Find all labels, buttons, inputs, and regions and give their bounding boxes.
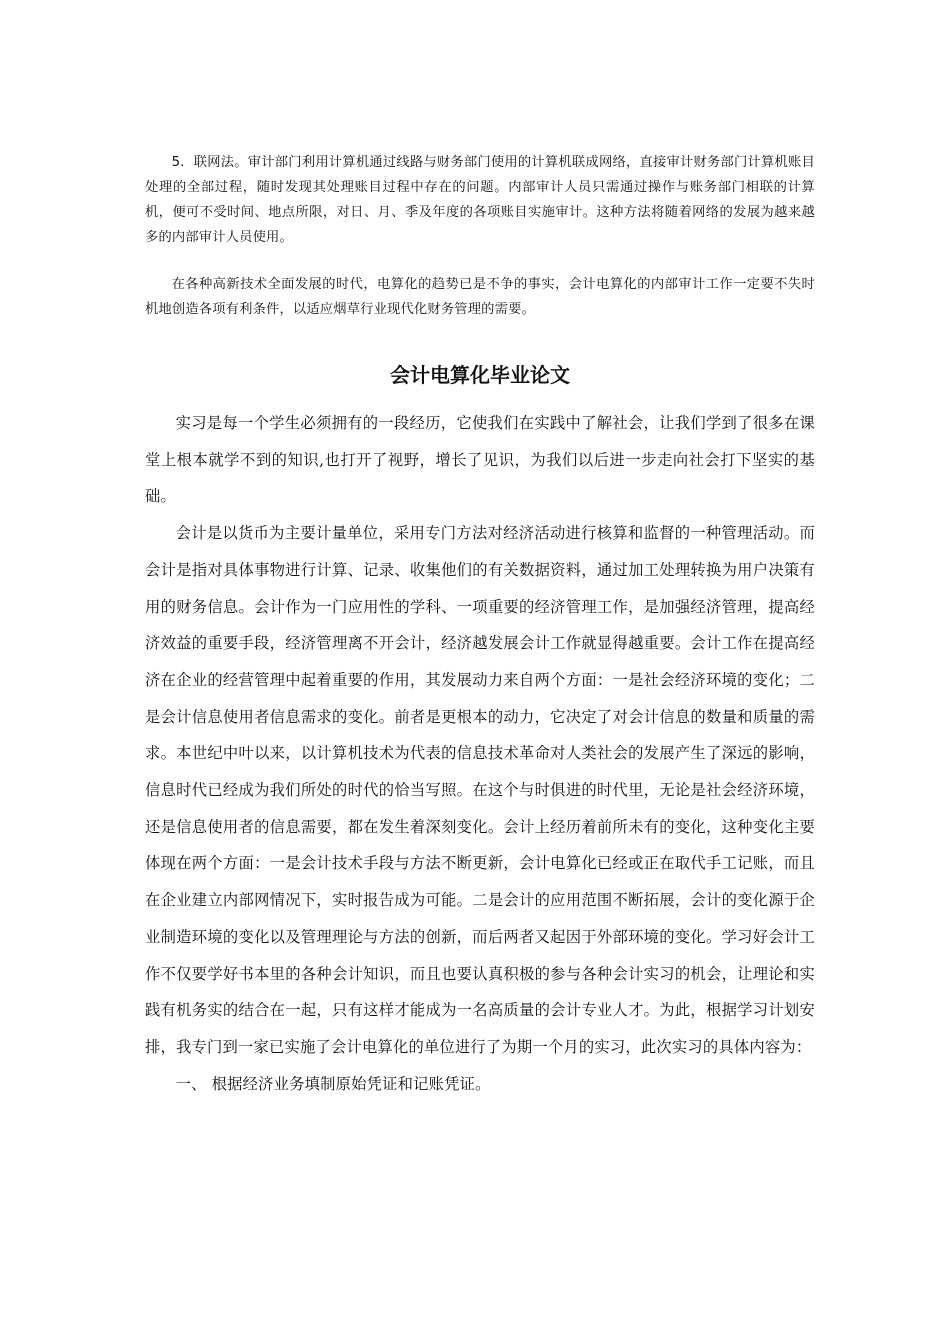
networking-method-paragraph: 5．联网法。审计部门利用计算机通过线路与财务部门使用的计算机联成网络，直接审计财务部门计算机账目处理的全部过程，随时发现其处理账目过程中存在的问题。内部审计人员只需通过操作与账务部门相联的计算机，便可不受时间、地点所限，对日、月、季及年度的各项账目实施审计。这种方法将随着网络的发展为越来越多的内部审计人员使用。	[145, 155, 815, 245]
document-title: 会计电算化毕业论文	[390, 363, 570, 387]
accounting-paragraph: 会计是以货币为主要计量单位，采用专门方法对经济活动进行核算和监督的一种管理活动。而会计是指对具体事物进行计算、记录、收集他们的有关数据资料，通过加工处理转换为用户决策有用的财务信息。会计作为一门应用性的学科、一项重要的经济管理工作，是加强经济管理，提高经济效益的重要手段，经济管理离不开会计，经济越发展会计工作就显得越重要。会计工作在提高经济在企业的经营管理中起着重要的作用，其发展动力来自两个方面：一是社会经济环境的变化；二是会计信息使用者信息需求的变化。前者是更根本的动力，它决定了对会计信息的数量和质量的需求。本世纪中叶以来，以计算机技术为代表的信息技术革命对人类社会的发展产生了深远的影响，信息时代已经成为我们所处的时代的恰当写照。在这个与时俱进的时代里，无论是社会经济环境，还是信息使用者的信息需要，都在发生着深刻变化。会计上经历着前所未有的变化，这种变化主要体现在两个方面：一是会计技术手段与方法不断更新，会计电算化已经或正在取代手工记账，而且在企业建立内部网情况下，实时报告成为可能。二是会计的应用范围不断拓展，会计的变化源于企业制造环境的变化以及管理理论与方法的创新，而后两者又起因于外部环境的变化。学习好会计工作不仅要学好书本里的各种会计知识，而且也要认真积极的参与各种会计实习的机会，让理论和实践有机务实的结合在一起，只有这样才能成为一名高质量的会计专业人才。为此，根据学习计划安排，我专门到一家已实施了会计电算化的单位进行了为期一个月的实习，此次实习的具体内容为：	[145, 524, 815, 1056]
intro-paragraph: 实习是每一个学生必须拥有的一段经历，它使我们在实践中了解社会，让我们学到了很多在课堂上根本就学不到的知识,也打开了视野，增长了见识，为我们以后进一步走向社会打下坚实的基础。	[145, 414, 815, 506]
list-item: 一、 根据经济业务填制原始凭证和记账凭证。	[175, 1074, 491, 1093]
conclusion-paragraph: 在各种高新技术全面发展的时代，电算化的趋势已是不争的事实，会计电算化的内部审计工作一定要不失时机地创造各项有利条件，以适应烟草行业现代化财务管理的需要。	[145, 277, 815, 317]
document-body	[145, 405, 815, 1102]
